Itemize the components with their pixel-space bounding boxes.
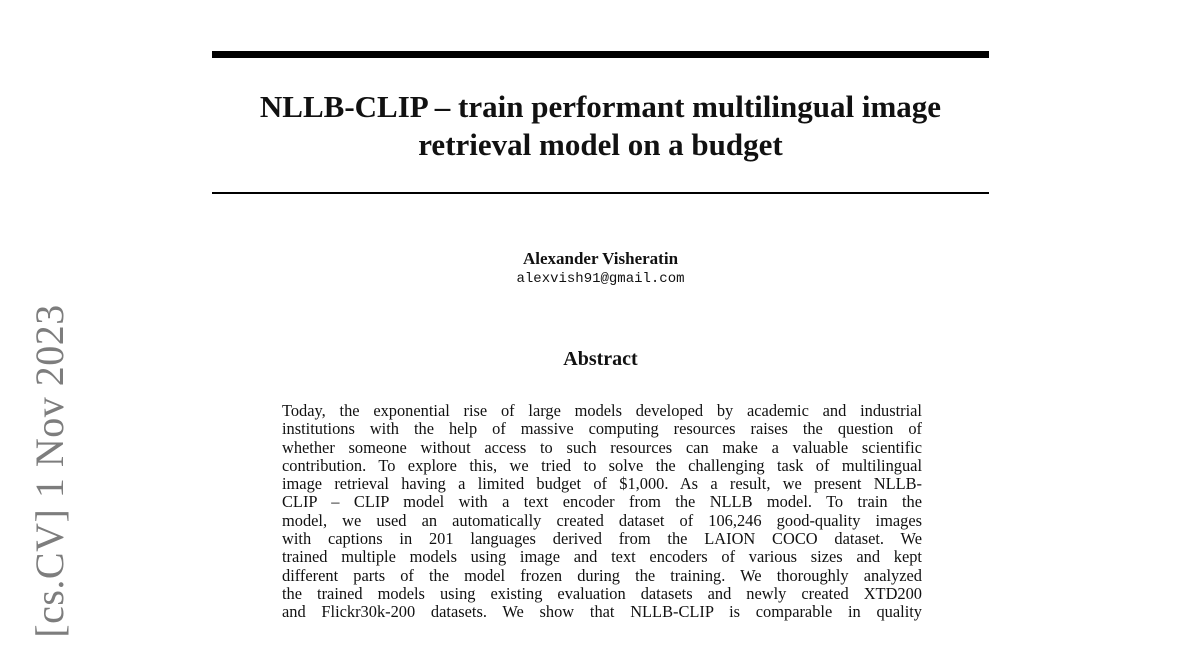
abstract-line: model, we used an automatically created dataset of 106,246 good-quality images xyxy=(282,510,922,530)
arxiv-stamp: [cs.CV] 1 Nov 2023 xyxy=(27,304,72,638)
author-block xyxy=(212,249,989,289)
abstract-body xyxy=(282,402,922,622)
abstract-heading: Abstract xyxy=(563,348,638,370)
abstract-line: contribution. To explore this, we tried to solve the challenging task of multilingual xyxy=(282,455,922,475)
abstract-line: different parts of the model frozen during the training. We thoroughly analyzed xyxy=(282,565,922,585)
abstract-line: whether someone without access to such resources can make a valuable scientific xyxy=(282,437,922,457)
abstract-line: the trained models using existing evaluation datasets and newly created XTD200 xyxy=(282,583,922,603)
abstract-line: Today, the exponential rise of large models developed by academic and industrial xyxy=(282,401,922,420)
title-line-1: NLLB-CLIP – train performant multilingual image xyxy=(259,89,942,124)
title-bottom-rule xyxy=(212,192,989,194)
title-top-rule xyxy=(212,51,989,58)
title-line-2: retrieval model on a budget xyxy=(418,127,783,162)
author-name: Alexander Visheratin xyxy=(522,249,679,268)
abstract-line: trained multiple models using image and text encoders of various sizes and kept xyxy=(282,547,922,567)
abstract-line: institutions with the help of massive computing resources raises the question of xyxy=(282,419,922,439)
abstract-line: and Flickr30k-200 datasets. We show that NLLB-CLIP is comparable in quality xyxy=(282,602,922,622)
abstract-line: image retrieval having a limited budget of $1,000. As a result, we present NLLB- xyxy=(282,474,922,494)
author-email: alexvish91@gmail.com xyxy=(516,271,685,287)
paper-title xyxy=(212,88,989,164)
abstract-line: with captions in 201 languages derived from the LAION COCO dataset. We xyxy=(282,529,922,549)
abstract-line: CLIP – CLIP model with a text encoder from the NLLB model. To train the xyxy=(282,492,922,512)
